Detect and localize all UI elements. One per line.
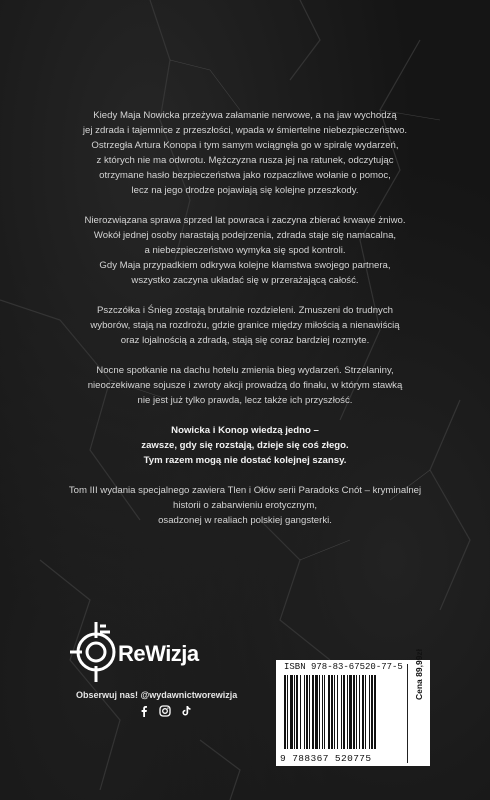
barcode-bar: [324, 675, 325, 749]
barcode-bar: [315, 675, 318, 749]
blurb-line: z których nie ma odwrotu. Mężczyzna rusza jej na ratunek, odczytując: [96, 155, 394, 166]
blurb-line: Ostrzegła Artura Konopa i tym samym wciągnęła go w spiralę wydarzeń,: [91, 140, 399, 151]
facebook-icon[interactable]: [138, 704, 150, 716]
blurb-line: oraz lojalnością a zdradą, stają się coraz bardziej rozmyte.: [120, 335, 370, 346]
barcode-icon: [282, 675, 404, 753]
barcode-digits: 9 788367 520775: [280, 753, 372, 764]
barcode-bar: [312, 675, 314, 749]
blurb-line: nie jest już tylko prawda, lecz także ich przyszłość.: [137, 395, 353, 406]
barcode-bar: [356, 675, 357, 749]
barcode-bar: [287, 675, 288, 749]
blurb-paragraph-6: [40, 483, 450, 528]
barcode-bar: [365, 675, 366, 749]
barcode-bar: [309, 675, 310, 749]
blurb-line: Nierozwiązana sprawa sprzed lat powraca i zaczyna zbierać krwawe żniwo.: [84, 215, 406, 226]
blurb-line: jej zdrada i tajemnice z przeszłości, wpada w śmiertelne niebezpieczeństwo.: [82, 125, 408, 136]
social-handle: Obserwuj nas! @wydawnictworewizja: [76, 690, 238, 700]
barcode-bar: [353, 675, 355, 749]
blurb-line: Tym razem mogą nie dostać kolejnej szansy.: [143, 455, 347, 466]
barcode-bar: [328, 675, 330, 749]
blurb-line: Pszczółka i Śnieg zostają brutalnie rozdzieleni. Zmuszeni do trudnych: [97, 305, 393, 316]
barcode-bar: [374, 675, 376, 749]
social-icons: [138, 704, 192, 716]
blurb-line: Nocne spotkanie na dachu hotelu zmienia bieg wydarzeń. Strzelaniny,: [96, 365, 394, 376]
blurb-line: wyborów, stają na rozdrożu, gdzie granice między miłością a nienawiścią: [90, 320, 400, 331]
blurb-text: [40, 108, 450, 543]
blurb-line: otrzymane hasło bezpieczeństwa jako rozpaczliwe wołanie o pomoc,: [99, 170, 391, 181]
blurb-line: wszystko zaczyna układać się w przerażającą całość.: [131, 275, 359, 286]
price-label: Cena 89,99zł: [414, 648, 424, 700]
blurb-tagline: [40, 423, 450, 468]
blurb-line: lecz na jego drodze pojawiają się kolejne przeszkody.: [131, 185, 359, 196]
barcode-bar: [371, 675, 373, 749]
barcode-bar: [306, 675, 308, 749]
blurb-line: Tom III wydania specjalnego zawiera Tlen i Ołów serii Paradoks Cnót – kryminalnej: [68, 485, 422, 496]
price-divider: [407, 664, 408, 763]
barcode-bar: [347, 675, 348, 749]
blurb-paragraph-4: [40, 363, 450, 408]
barcode-bar: [319, 675, 320, 749]
blurb-line: zawsze, gdy się rozstają, dzieje się coś złego.: [141, 440, 349, 451]
barcode-bar: [359, 675, 360, 749]
barcode-bar: [343, 675, 345, 749]
barcode-bar: [290, 675, 293, 749]
barcode-bar: [322, 675, 323, 749]
barcode-bar: [304, 675, 305, 749]
blurb-paragraph-2: [40, 213, 450, 288]
barcode-bar: [300, 675, 301, 749]
blurb-line: Wokół jednej osoby narastają podejrzenia, zdrada staje się namacalna,: [93, 230, 397, 241]
blurb-line: Nowicka i Konop wiedzą jedno –: [171, 425, 319, 436]
blurb-paragraph-3: [40, 303, 450, 348]
barcode-bar: [331, 675, 333, 749]
barcode-bar: [284, 675, 286, 749]
barcode-bar: [341, 675, 342, 749]
barcode-bar: [334, 675, 335, 749]
barcode-bar: [294, 675, 295, 749]
blurb-line: Gdy Maja przypadkiem odkrywa kolejne kłamstwa swojego partnera,: [99, 260, 391, 271]
isbn-label: ISBN 978-83-67520-77-5: [284, 662, 403, 672]
barcode-bar: [349, 675, 352, 749]
blurb-line: Kiedy Maja Nowicka przeżywa załamanie nerwowe, a na jaw wychodzą: [93, 110, 397, 121]
blurb-line: nieoczekiwane sojusze i zwroty akcji prowadzą do finału, w którym stawką: [87, 380, 403, 391]
barcode-bar: [369, 675, 370, 749]
blurb-line: a niebezpieczeństwo wymyka się spod kontroli.: [144, 245, 346, 256]
tiktok-icon[interactable]: [180, 704, 192, 716]
blurb-paragraph-1: [40, 108, 450, 198]
barcode-bar: [362, 675, 364, 749]
blurb-line: osadzonej w realiach polskiej gangsterki.: [158, 515, 332, 526]
publisher-name: ReWizja: [118, 641, 199, 666]
blurb-line: historii o zabarwieniu erotycznym,: [173, 500, 317, 511]
barcode-bar: [296, 675, 298, 749]
instagram-icon[interactable]: [159, 704, 171, 716]
barcode-bar: [337, 675, 338, 749]
